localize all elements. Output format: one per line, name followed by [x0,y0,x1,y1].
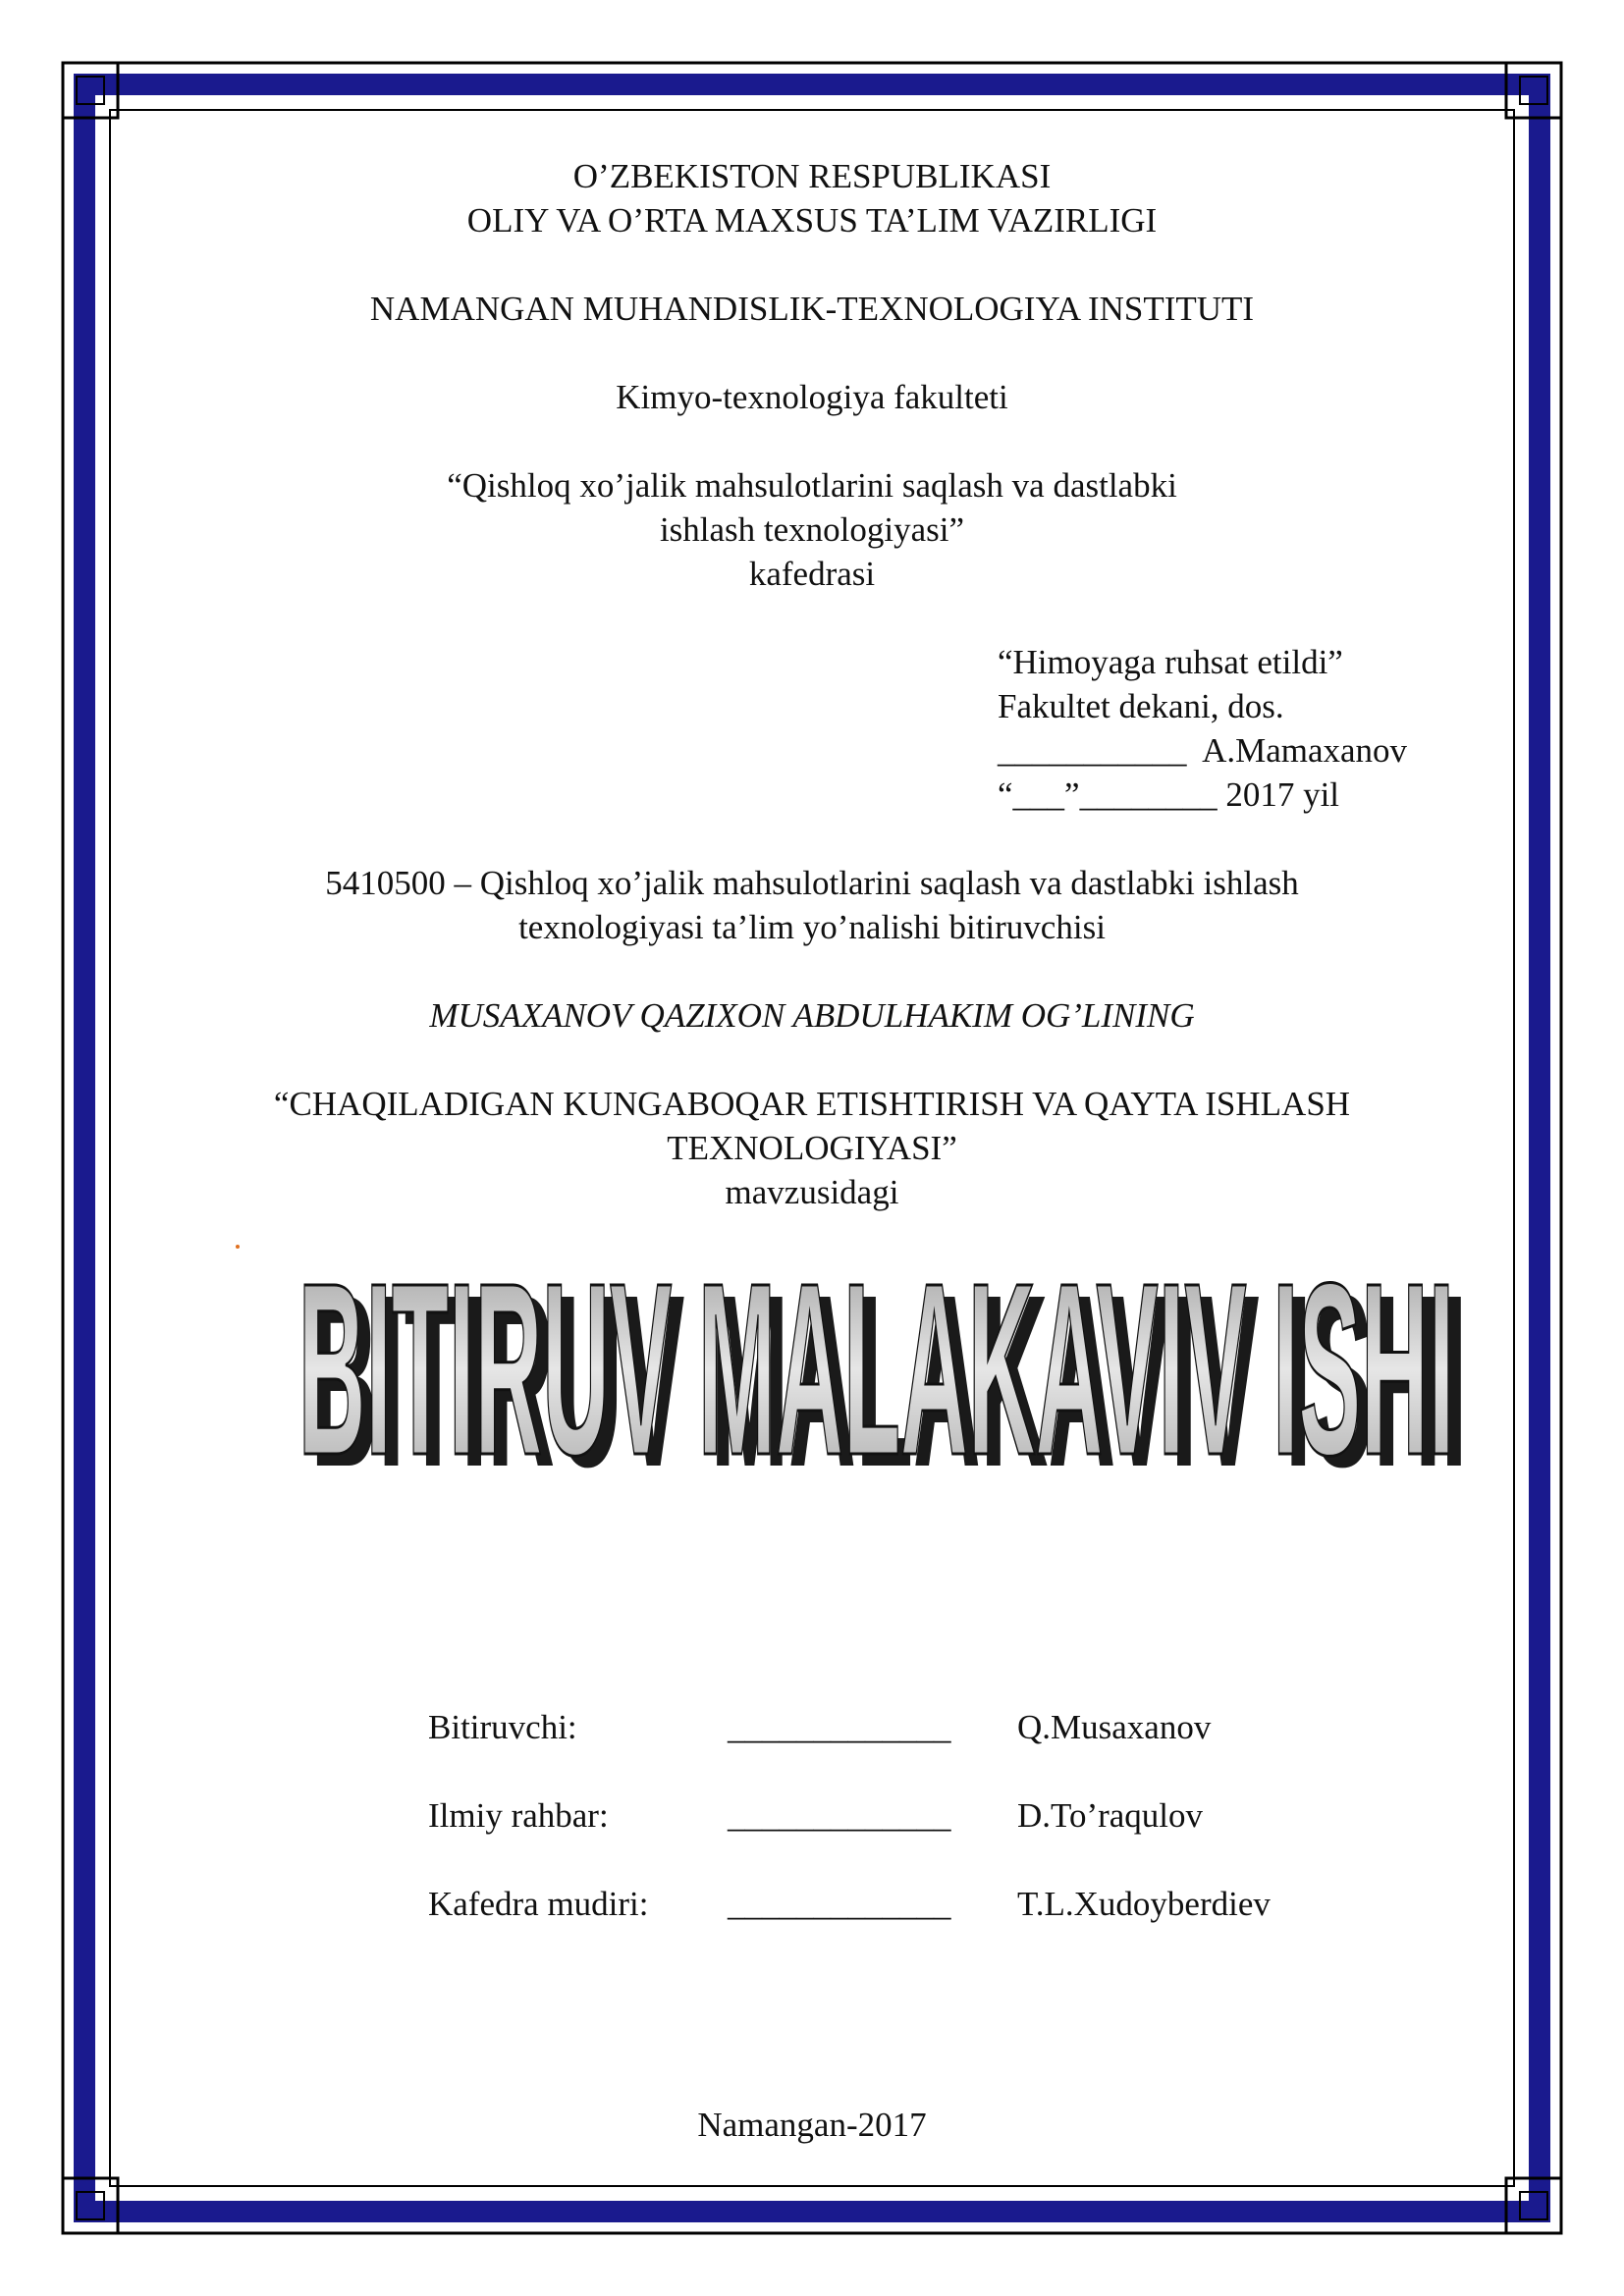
topic-line-1: “CHAQILADIGAN KUNGABOQAR ETISHTIRISH VA QAYTA ISHLASH [273,1085,1351,1123]
signature-name: T.L.Xudoyberdiev [1017,1885,1271,1923]
signature-name: Q.Musaxanov [1017,1708,1212,1746]
department-line-3: kafedrasi [748,555,876,593]
signature-label: Bitiruvchi: [428,1708,577,1746]
faculty-name: Kimyo-texnologiya fakulteti [616,378,1008,416]
approval-block [998,640,1407,817]
signature-line: _____________ [728,1796,951,1835]
program-line-1: 5410500 – Qishloq xo’jalik mahsulotlarini saqlash va dastlabki ishlash [325,864,1299,902]
signature-line: _____________ [728,1708,951,1746]
program-line-2: texnologiyasi ta’lim yo’nalishi bitiruvchisi [518,908,1106,946]
topic-line-2: TEXNOLOGIYASI” [667,1129,957,1167]
student-name: MUSAXANOV QAZIXON ABDULHAKIM OG’LINING [429,996,1195,1035]
stray-dot [236,1245,240,1249]
department-line-2: ishlash texnologiyasi” [659,510,965,549]
ministry-line-1: O’ZBEKISTON RESPUBLIKASI [572,157,1052,195]
approval-position: Fakultet dekani, dos. [998,687,1284,725]
signature-name: D.To’raqulov [1017,1796,1204,1835]
department-line-1: “Qishloq xo’jalik mahsulotlarini saqlash va dastlabki [447,466,1177,505]
institute-name: NAMANGAN MUHANDISLIK-TEXNOLOGIYA INSTITUTI [369,290,1255,328]
thesis-title-wordart [285,1212,1492,1507]
ministry-line-2: OLIY VA O’RTA MAXSUS TA’LIM VAZIRLIGI [466,201,1158,240]
approval-signature: ___________ A.Mamaxanov [998,731,1408,770]
signature-label: Kafedra mudiri: [428,1885,649,1923]
city-year: Namangan-2017 [697,2106,927,2144]
topic-line-3: mavzusidagi [725,1173,899,1211]
wordart-shadow: BITIRUV MALAKAVIV ISHI [310,1244,1468,1507]
signature-label: Ilmiy rahbar: [428,1796,609,1835]
approval-title: “Himoyaga ruhsat etildi” [998,643,1343,681]
signature-line: _____________ [728,1885,951,1923]
wordart-text: BITIRUV MALAKAVIV ISHI [298,1232,1455,1507]
approval-date: “___”________ 2017 yil [998,775,1340,814]
